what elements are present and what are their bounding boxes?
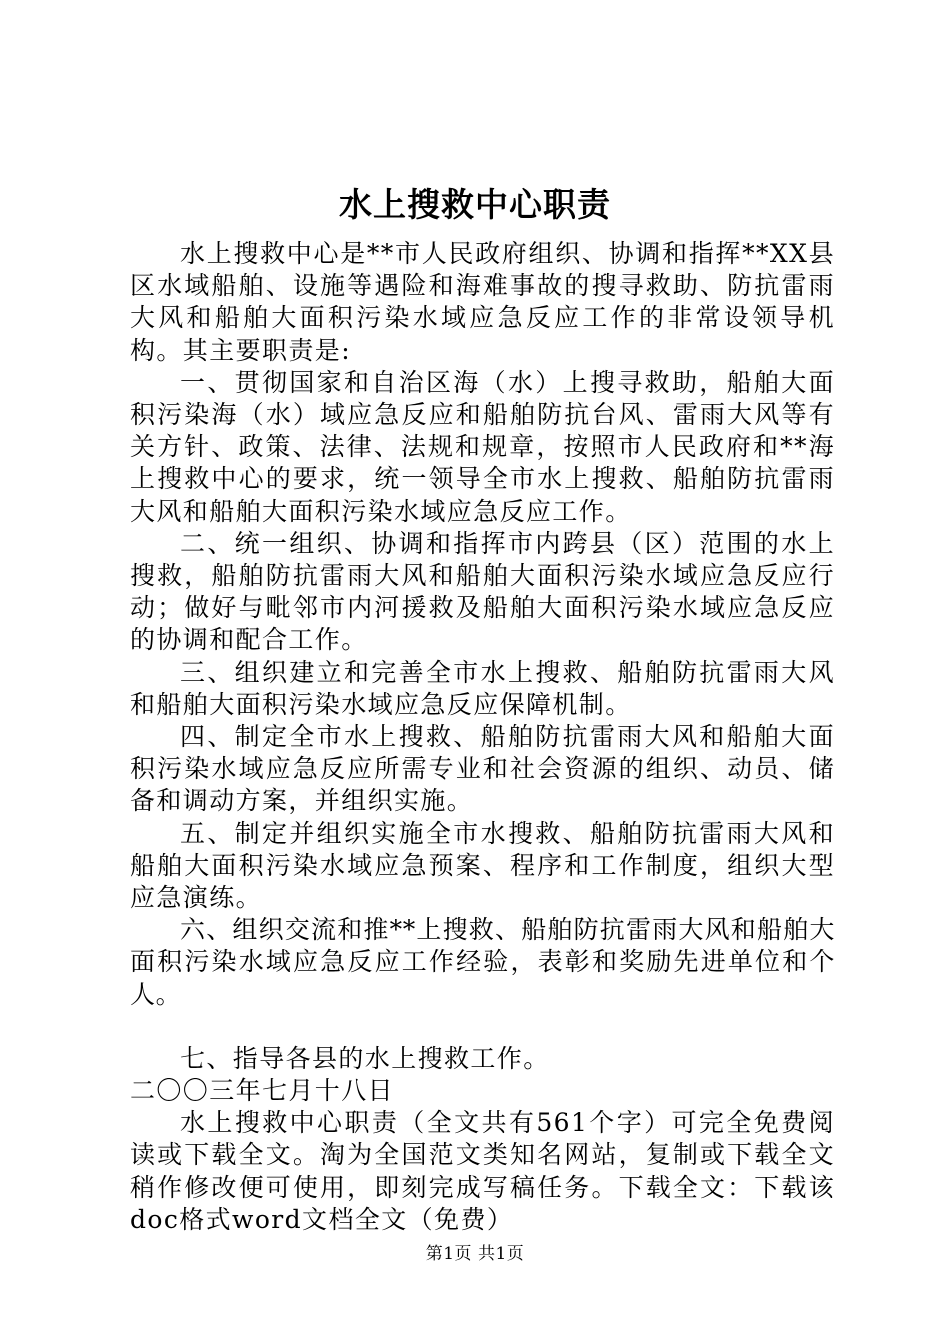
intro-paragraph: 水上搜救中心是**市人民政府组织、协调和指挥**XX县区水域船舶、设施等遇险和海难事故的搜寻救助、防抗雷雨大风和船舶大面积污染水域应急反应工作的非常设领导机构。其主要职责是: [130, 239, 835, 365]
duty-item-7: 七、指导各县的水上搜救工作。 [180, 1043, 550, 1073]
duty-item-4: 四、制定全市水上搜救、船舶防抗雷雨大风和船舶大面积污染水域应急反应所需专业和社会资源的组织、动员、储备和调动方案，并组织实施。 [130, 722, 835, 816]
duty-item-2: 二、统一组织、协调和指挥市内跨县（区）范围的水上搜救，船舶防抗雷雨大风和船舶大面积污染水域应急反应行动；做好与毗邻市内河援救及船舶大面积污染水域应急反应的协调和配合工作。 [130, 528, 835, 655]
document-body [130, 238, 835, 1236]
duty-item-1: 一、贯彻国家和自治区海（水）上搜寻救助，船舶大面积污染海（水）域应急反应和船舶防抗台风、雷雨大风等有关方针、政策、法律、法规和规章，按照市人民政府和**海上搜救中心的要求，统一领导全市水上搜救、船舶防抗雷雨大风和船舶大面积污染水域应急反应工作。 [130, 367, 835, 526]
duty-item-5: 五、制定并组织实施全市水搜救、船舶防抗雷雨大风和船舶大面积污染水域应急预案、程序和工作制度，组织大型应急演练。 [130, 818, 835, 913]
duty-item-6: 六、组织交流和推**上搜救、船舶防抗雷雨大风和船舶大面积污染水域应急反应工作经验，表彰和奖励先进单位和个人。 [130, 915, 835, 1009]
page-number-footer: 第1页 共1页 [425, 1244, 525, 1264]
duty-item-3: 三、组织建立和完善全市水上搜救、船舶防抗雷雨大风和船舶大面积污染水域应急反应保障机制。 [130, 657, 835, 719]
download-notice: 水上搜救中心职责（全文共有561个字）可完全免费阅读或下载全文。淘为全国范文类知名网站，复制或下载全文稍作修改便可使用，即刻完成写稿任务。下载全文：下载该doc格式word文档全文（免费） [130, 1108, 835, 1234]
document-date: 二〇〇三年七月十八日 [130, 1076, 395, 1106]
document-title: 水上搜救中心职责 [339, 185, 611, 224]
